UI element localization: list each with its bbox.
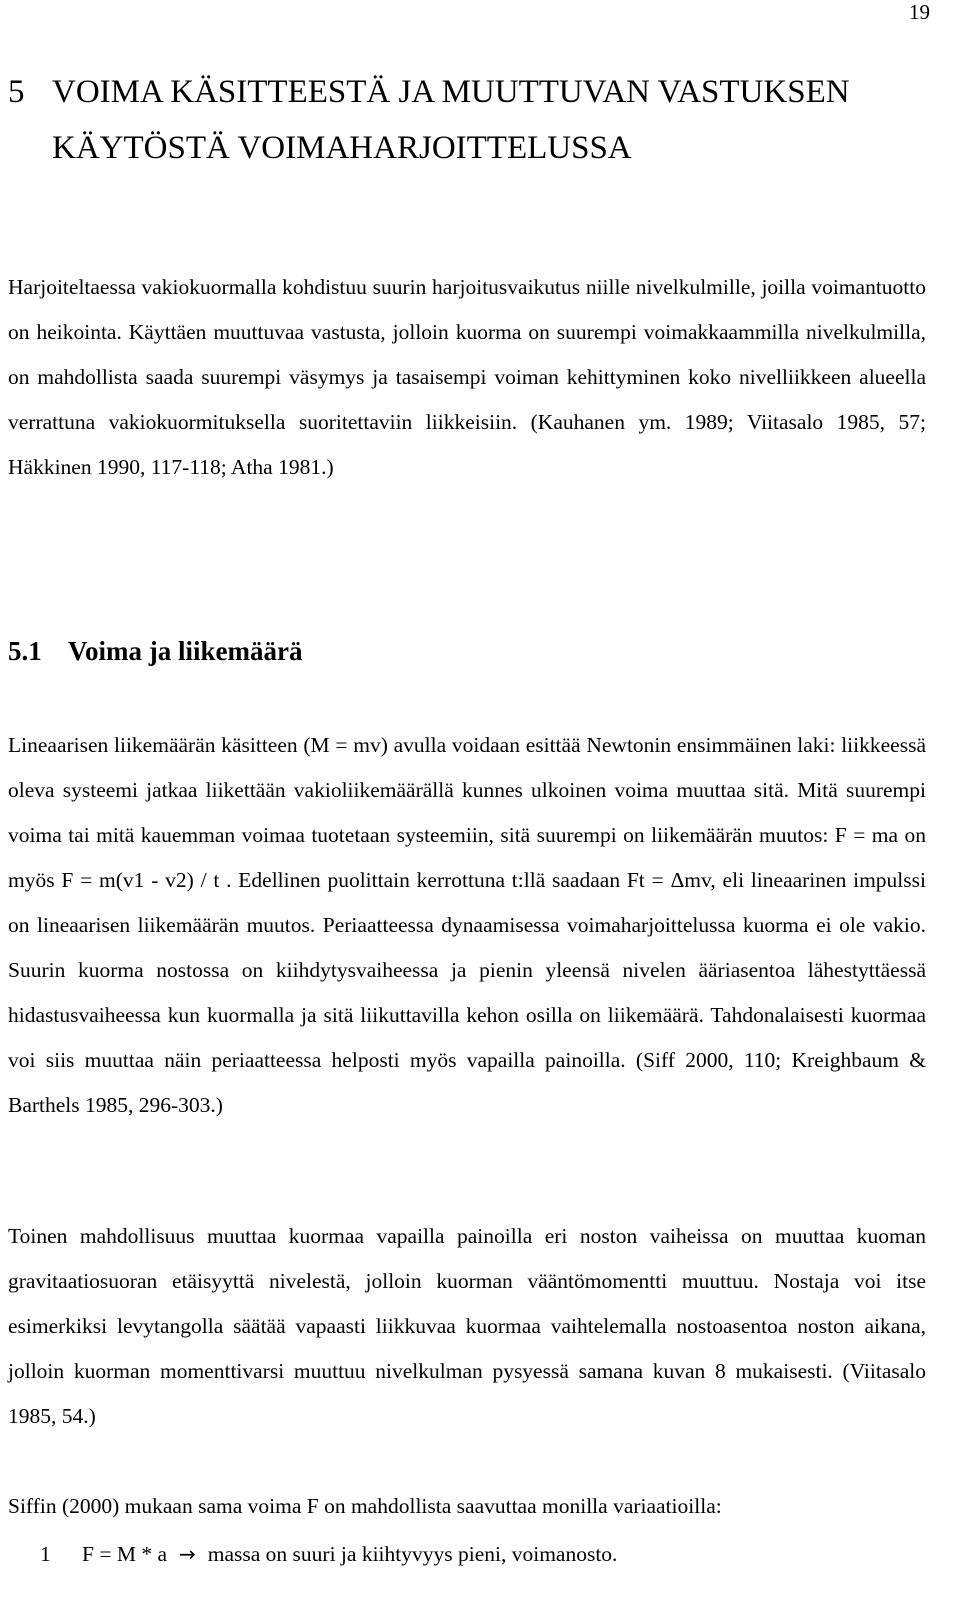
chapter-heading xyxy=(8,64,928,176)
list-item-number: 1 xyxy=(40,1542,51,1566)
paragraph-load-variation: Toinen mahdollisuus muuttaa kuormaa vapailla painoilla eri noston vaiheissa on muuttaa kuoman gravitaatiosuoran etäisyyttä nivelestä, jolloin kuorman vääntömomentti muuttuu. Nostaja voi itse esimerkiksi levytangolla säätää vapaasti liikkuvaa kuormaa vaihtelemalla nostoasentoa noston aikana, jolloin kuorman momenttivarsi muuttuu nivelkulman pysyessä samana kuvan 8 mukaisesti. (Viitasalo 1985, 54.) xyxy=(8,1224,926,1428)
paragraph-variations-intro: Siffin (2000) mukaan sama voima F on mahdollista saavuttaa monilla variaatioilla: xyxy=(8,1494,722,1518)
right-arrow-icon: → xyxy=(179,1542,196,1566)
list-item xyxy=(40,1532,617,1577)
chapter-title-line1: VOIMA KÄSITTEESTÄ JA MUUTTUVAN VASTUKSEN xyxy=(52,74,850,110)
list-item-formula: F = M * a xyxy=(82,1542,167,1566)
paragraph-momentum: Lineaarisen liikemäärän käsitteen (M = mv) avulla voidaan esittää Newtonin ensimmäinen laki: liikkeessä oleva systeemi jatkaa liikettään vakioliikemäärällä kunnes ulkoinen voima muuttaa sitä. Mitä suurempi voima tai mitä kauemman voimaa tuotetaan systeemiin, sitä suurempi on liikemäärän muutos: F = ma on myös F = m(v1 - v2) / t . Edellinen puolittain kerrottuna t:llä saadaan Ft = Δmv, eli lineaarinen impulssi on lineaarisen liikemäärän muutos. Periaatteessa dynaamisessa voimaharjoittelussa kuorma ei ole vakio. Suurin kuorma nostossa on kiihdytysvaiheessa ja pienin yleensä nivelen ääriasentoa lähestyttäessä hidastusvaiheessa kun kuormalla ja sitä liikuttavilla kehon osilla on liikemäärä. Tahdonalaisesti kuormaa voi siis muuttaa näin periaatteessa helposti myös vapailla painoilla. (Siff 2000, 110; Kreighbaum & Barthels 1985, 296-303.) xyxy=(8,733,926,1117)
chapter-title-line2: KÄYTÖSTÄ VOIMAHARJOITTELUSSA xyxy=(52,130,632,166)
section-number: 5.1 xyxy=(8,636,42,666)
page-number: 19 xyxy=(909,0,930,24)
list-item-text: massa on suuri ja kiihtyvyys pieni, voimanosto. xyxy=(207,1542,618,1566)
section-title: Voima ja liikemäärä xyxy=(68,636,303,666)
section-heading xyxy=(8,626,302,676)
paragraph-intro: Harjoiteltaessa vakiokuormalla kohdistuu suurin harjoitusvaikutus niille nivelkulmille, joilla voimantuotto on heikointa. Käyttäen muuttuvaa vastusta, jolloin kuorma on suurempi voimakkaammilla nivelkulmilla, on mahdollista saada suurempi väsymys ja tasaisempi voiman kehittyminen koko nivelliikkeen alueella verrattuna vakiokuormituksella suoritettaviin liikkeisiin. (Kauhanen ym. 1989; Viitasalo 1985, 57; Häkkinen 1990, 117-118; Atha 1981.) xyxy=(8,275,926,479)
chapter-number: 5 xyxy=(8,74,25,110)
